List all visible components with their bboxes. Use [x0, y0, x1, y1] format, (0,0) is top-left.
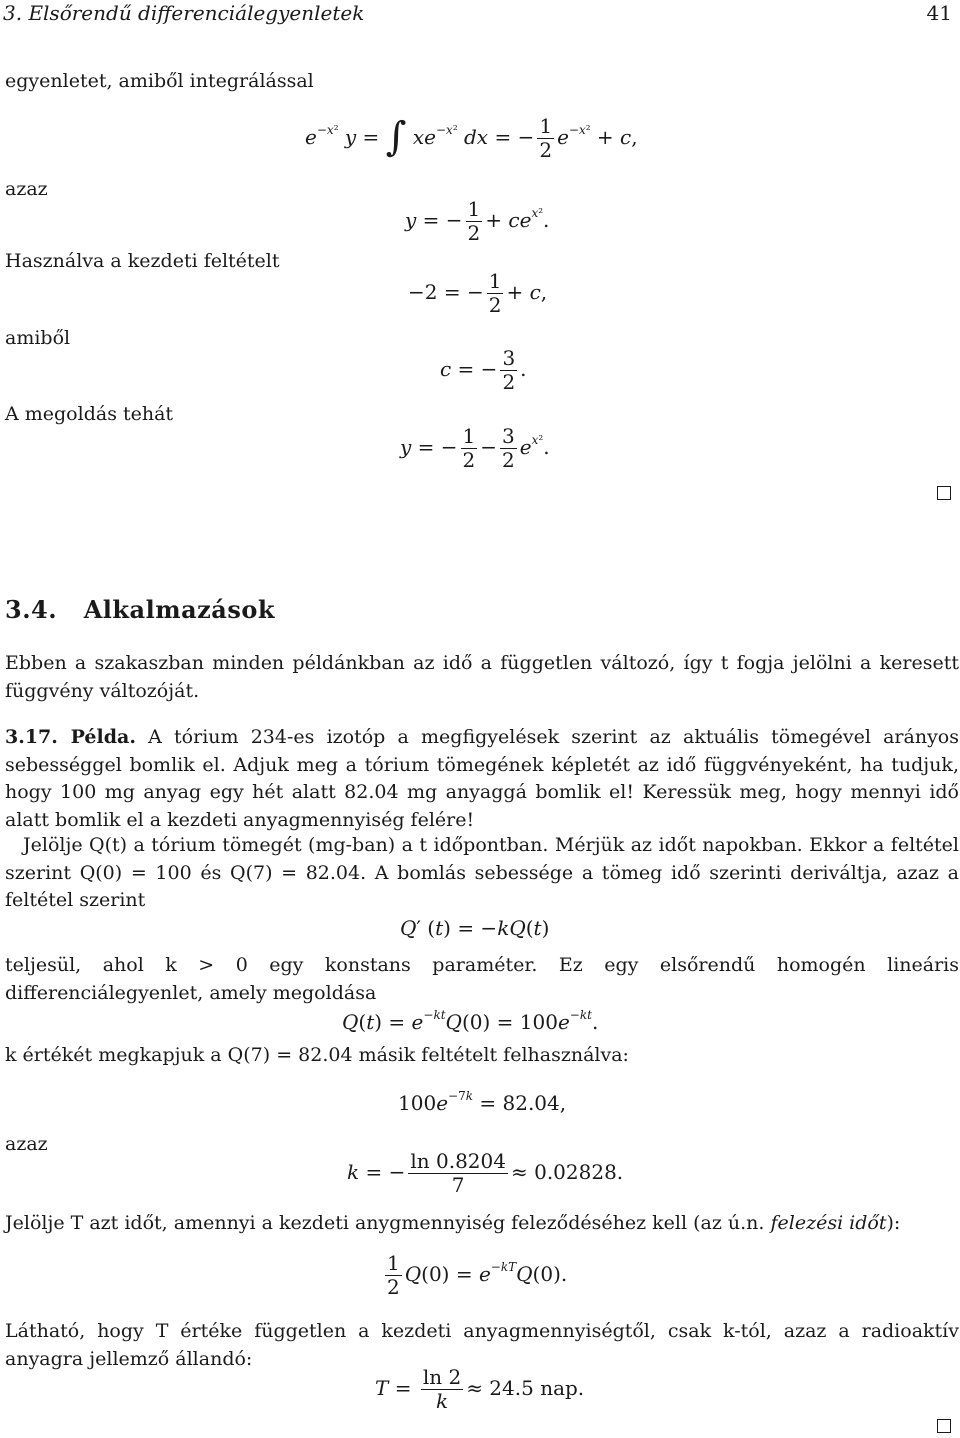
- section-heading: [5, 595, 275, 624]
- solution-paragraph: Látható, hogy T értéke független a kezdeti anyagmennyiségtől, csak k-tól, azaz a radioaktív anyagra jellemző állandó:: [5, 1320, 959, 1370]
- equation-general-solution: y = − $\frac{1}{2}$ + $ce^{x^2}$.: [405, 197, 550, 245]
- example-text: A tórium 234-es izotóp a megfigyelések szerint az aktuális tömegével arányos sebességgel bomlik el. Adjuk meg a tórium tömegének képletét az idő függvényeként, ha tudjuk, hogy 100 mg anyag egy hét alatt 82.04 mg anyaggá bomlik el! Keressük meg, hogy mennyi idő alatt bomlik el a kezdeti anyagmennyiség felére!: [5, 726, 959, 831]
- solution-paragraph: teljesül, ahol k > 0 egy konstans paraméter. Ez egy elsőrendű homogén lineáris differenciálegyenlet, amely megoldása: [5, 954, 959, 1004]
- equation-initial-condition: −2 = − $\frac{1}{2}$ + c,: [408, 269, 548, 317]
- equation-integral: $e^{-x^2}$ y = ∫ $xe^{-x^2}$ dx = − $\frac{1}{2}$ $e^{-x^2} + c$,: [305, 114, 638, 162]
- text-line: egyenletet, amiből integrálással: [5, 70, 314, 92]
- equation-constant: c = − $\frac{3}{2}$ .: [440, 346, 527, 394]
- qed-box: [937, 486, 951, 500]
- example-label: 3.17. Példa.: [5, 726, 136, 748]
- solution-paragraph: Jelölje T azt időt, amennyi a kezdeti anygmennyiség feleződéséhez kell (az ú.n. felezési időt):: [5, 1212, 901, 1234]
- text-line: amiből: [5, 327, 71, 349]
- solution-paragraph: Jelölje Q(t) a tórium tömegét (mg-ban) a t időpontban. Mérjük az időt napokban. Ekkor a feltétel szerint Q(0) = 100 és Q(7) = 82.04. A bomlás sebessége a tömeg idő szerinti deriváltja, azaz a feltétel szerint: [5, 834, 959, 911]
- page-number: 41: [926, 1, 952, 25]
- equation-solution: y = − $\frac{1}{2}$ − $\frac{3}{2}$ $e^{x^2}$.: [400, 424, 550, 472]
- equation-decay-rate: Q′ (t) = −kQ(t): [400, 916, 550, 940]
- text-line: A megoldás tehát: [5, 403, 174, 425]
- text-line: azaz: [5, 1133, 48, 1155]
- running-header: 3. Elsőrendű differenciálegyenletek: [3, 1, 365, 25]
- equation-seven-days: $100e^{-7k} = 82.04$,: [398, 1089, 567, 1115]
- equation-half-life: $\frac{1}{2}$ $Q(0) = e^{-kT}Q(0)$.: [387, 1251, 568, 1299]
- section-number: 3.4.: [5, 595, 58, 624]
- equation-decay-solution: $Q(t) = e^{-kt}Q(0) = 100e^{-kt}$.: [342, 1008, 599, 1034]
- text-line: azaz: [5, 178, 48, 200]
- emphasis-half-life: felezési időt: [770, 1212, 887, 1234]
- example-paragraph: [5, 724, 959, 834]
- section-title: Alkalmazások: [83, 595, 275, 624]
- text-line: Használva a kezdeti feltételt: [5, 250, 280, 272]
- equation-T-value: T = $\frac{\ln 2}{k}$ ≈ 24.5 nap.: [375, 1365, 585, 1413]
- qed-box: [937, 1419, 951, 1433]
- equation-k-value: k = − $\frac{\ln 0.8204}{7}$ ≈ 0.02828.: [347, 1149, 624, 1197]
- intro-paragraph: Ebben a szakaszban minden példánkban az idő a független változó, így t fogja jelölni a keresett függvény változóját.: [5, 652, 959, 702]
- solution-paragraph: k értékét megkapjuk a Q(7) = 82.04 másik feltételt felhasználva:: [5, 1044, 629, 1066]
